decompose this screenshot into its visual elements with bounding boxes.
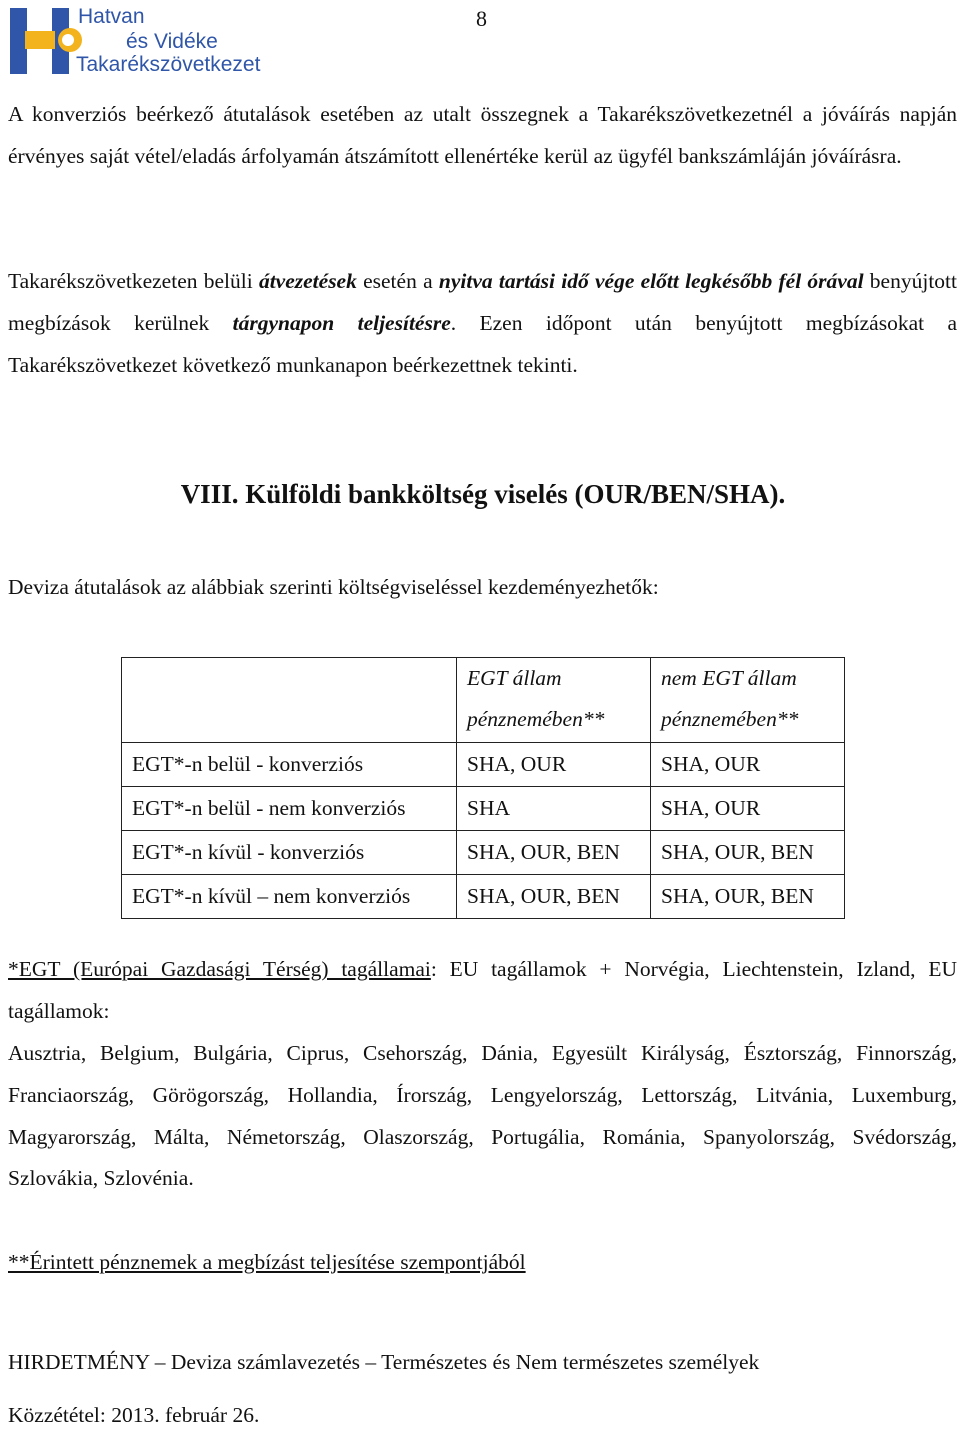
logo-line-1: Hatvan bbox=[78, 5, 145, 28]
currency-note: **Érintett pénznemek a megbízást teljesítése szempontjából bbox=[8, 1250, 526, 1274]
table-header-cell: EGT állam pénznemében** bbox=[457, 658, 651, 743]
table-cell: SHA, OUR bbox=[651, 743, 845, 787]
table-cell: SHA, OUR, BEN bbox=[651, 875, 845, 919]
text-run: esetén a bbox=[356, 269, 439, 293]
table-header-cell: nem EGT állam pénznemében** bbox=[651, 658, 845, 743]
table-header-row bbox=[122, 658, 845, 743]
text-run: . Ezen időpont után benyújtott megbízásokat a Takarékszövetkezet következő munkanapon beérkezettnek tekinti. bbox=[8, 310, 958, 377]
paragraph-internal-transfers bbox=[8, 261, 957, 386]
table-cell: SHA bbox=[457, 787, 651, 831]
table-row bbox=[122, 743, 845, 787]
table-cell: EGT*-n belül - konverziós bbox=[122, 743, 457, 787]
table-row bbox=[122, 831, 845, 875]
company-logo bbox=[8, 4, 308, 78]
page-number: 8 bbox=[476, 6, 487, 31]
egt-note-label: *EGT (Európai Gazdasági Térség) tagállamai bbox=[8, 957, 431, 981]
table-cell: EGT*-n kívül – nem konverziós bbox=[122, 875, 457, 919]
table-cell: SHA, OUR, BEN bbox=[457, 831, 651, 875]
table-cell: EGT*-n belül - nem konverziós bbox=[122, 787, 457, 831]
table-cell: SHA, OUR, BEN bbox=[651, 831, 845, 875]
table-cell: SHA, OUR, BEN bbox=[457, 875, 651, 919]
logo-line-2: és Vidéke bbox=[126, 30, 218, 53]
table-row bbox=[122, 787, 845, 831]
logo-line-3: Takarékszövetkezet bbox=[76, 53, 261, 76]
text-run: Takarékszövetkezeten belüli bbox=[8, 269, 259, 293]
egt-note bbox=[8, 949, 957, 1033]
emphasis-transfers: átvezetések bbox=[258, 269, 357, 293]
emphasis-deadline: nyitva tartási idő vége előtt legkésőbb fél órával bbox=[438, 269, 864, 293]
text-run: benyújtott megbízások kerülnek bbox=[8, 269, 957, 335]
table-cell: SHA, OUR bbox=[651, 787, 845, 831]
table-header-cell bbox=[122, 658, 457, 743]
eu-member-list: Ausztria, Belgium, Bulgária, Ciprus, Csehország, Dánia, Egyesült Királyság, Észtország, Finnország, Franciaország, Görögország, Hollandia, Írország, Lengyelország, Lettország, Litvánia, Luxemburg, Magyarország, Málta, Németország, Olaszország, Portugália, Románia, Spanyolország, Svédország, Szlovákia, Szlovénia. bbox=[8, 1041, 957, 1191]
footer-title: HIRDETMÉNY – Deviza számlavezetés – Természetes és Nem természetes személyek bbox=[8, 1350, 760, 1374]
table-cell: EGT*-n kívül - konverziós bbox=[122, 831, 457, 875]
paragraph-conversion: A konverziós beérkező átutalások esetében az utalt összegnek a Takarékszövetkezetnél a jóváírás napján érvényes saját vétel/eladás árfolyamán átszámított ellenértéke kerül az ügyfél bankszámláján jóváírásra. bbox=[8, 102, 957, 168]
section-title: VIII. Külföldi bankköltség viselés (OUR/BEN/SHA). bbox=[180, 479, 786, 509]
emphasis-same-day: tárgynapon teljesítésre bbox=[232, 310, 451, 335]
egt-note-text: : EU tagállamok + Norvégia, Liechtenstein, Izland, EU tagállamok: bbox=[8, 957, 957, 1023]
footer-date: Közzététel: 2013. február 26. bbox=[8, 1403, 260, 1427]
intro-text: Deviza átutalások az alábbiak szerinti költségviseléssel kezdeményezhetők: bbox=[8, 575, 659, 599]
cost-bearing-table bbox=[121, 657, 845, 919]
table-row bbox=[122, 875, 845, 919]
table-cell: SHA, OUR bbox=[457, 743, 651, 787]
